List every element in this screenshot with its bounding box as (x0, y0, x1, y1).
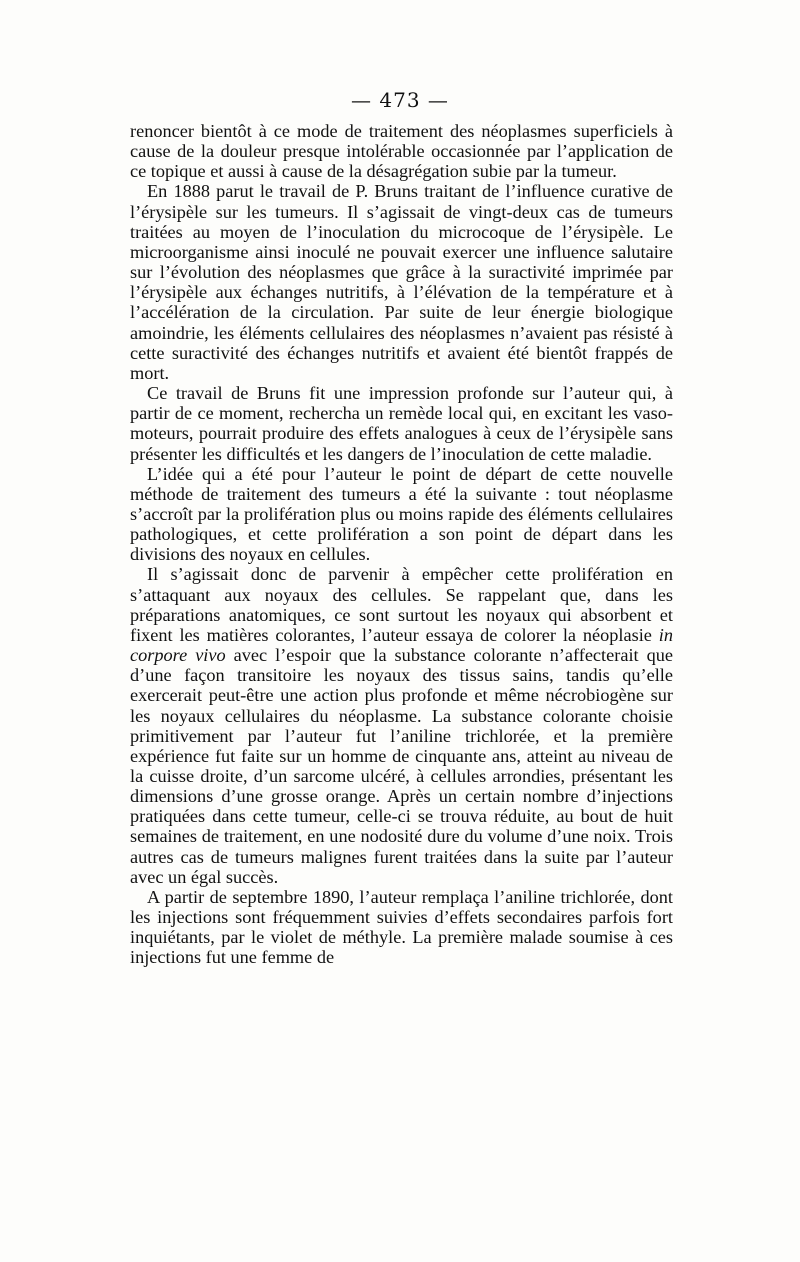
paragraph (130, 181, 673, 383)
italic-phrase: in corpore vivo (130, 624, 673, 666)
paragraph (130, 121, 673, 181)
paragraph (130, 383, 673, 464)
text-run: En 1888 parut le travail de P. Bruns traitant de l’influence curative de l’érysipèle sur les tumeurs. Il s’agissait de vingt-deux cas de tumeurs traitées au moyen de l’inoculation du microcoque de l’érysipèle. Le microorganisme ainsi inoculé ne pouvait exercer une influence salutaire sur l’évolution des néoplasmes que grâce à la suractivité imprimée par l’érysipèle aux échanges nutritifs, à l’élévation de la température et à l’accélération de la circulation. Par suite de leur énergie biologique amoindrie, les éléments cellulaires des néoplasmes n’avaient pas résisté à cette suractivité des échanges nutritifs et avaient été bientôt frappés de mort. (130, 181, 673, 383)
text-run: L’idée qui a été pour l’auteur le point de départ de cette nouvelle méthode de traitement des tumeurs a été la suivante : tout néoplasme s’accroît par la prolifération plus ou moins rapide des éléments cellulaires pathologiques, et cette prolifération a son point de départ dans les divisions des noyaux en cellules. (130, 463, 673, 565)
text-run: renoncer bientôt à ce mode de traitement des néoplasmes superficiels à cause de la douleur presque intolérable occasionnée par l’application de ce topique et aussi à cause de la désagrégation subie par la tumeur. (130, 121, 673, 182)
text-run: Il s’agissait donc de parvenir à empêcher cette prolifération en s’attaquant aux noyaux des cellules. Se rappelant que, dans les préparations anatomiques, ce sont surtout les noyaux qui absorbent et fixent les matières colorantes, l’auteur essaya de colorer la néoplasie (130, 564, 673, 645)
paragraph (130, 887, 673, 968)
text-run: A partir de septembre 1890, l’auteur remplaça l’aniline trichlorée, dont les injections sont fréquemment suivies d’effets secondaires parfois fort inquiétants, par le violet de méthyle. La première malade soumise à ces injections fut une femme de (130, 886, 673, 968)
text-run: avec l’espoir que la substance colorante n’affecterait que d’une façon transitoire les noyaux des tissus sains, tandis qu’elle exercerait peut-être une action plus profonde et même nécrobiogène sur les noyaux cellulaires du néoplasme. La substance colorante choisie primitivement par l’auteur fut l’aniline trichlorée, et la première expérience fut faite sur un homme de cinquante ans, atteint au niveau de la cuisse droite, d’un sarcome ulcéré, à cellules arrondies, présentant les dimensions d’une grosse orange. Après un certain nombre d’injections pratiquées dans cette tumeur, celle-ci se trouva réduite, au bout de huit semaines de traitement, en une nodosité dure du volume d’une noix. Trois autres cas de tumeurs malignes furent traitées dans la suite par l’auteur avec un égal succès. (130, 645, 673, 887)
paragraph (130, 464, 673, 565)
paragraph (130, 564, 673, 887)
body-text (130, 121, 673, 968)
text-run: Ce travail de Bruns fit une impression profonde sur l’auteur qui, à partir de ce moment, rechercha un remède local qui, en excitant les vaso-moteurs, pourrait produire des effets analogues à ceux de l’érysipèle sans présenter les difficultés et les dangers de l’inoculation de cette maladie. (130, 383, 673, 464)
page-number: — 473 — (351, 88, 449, 112)
